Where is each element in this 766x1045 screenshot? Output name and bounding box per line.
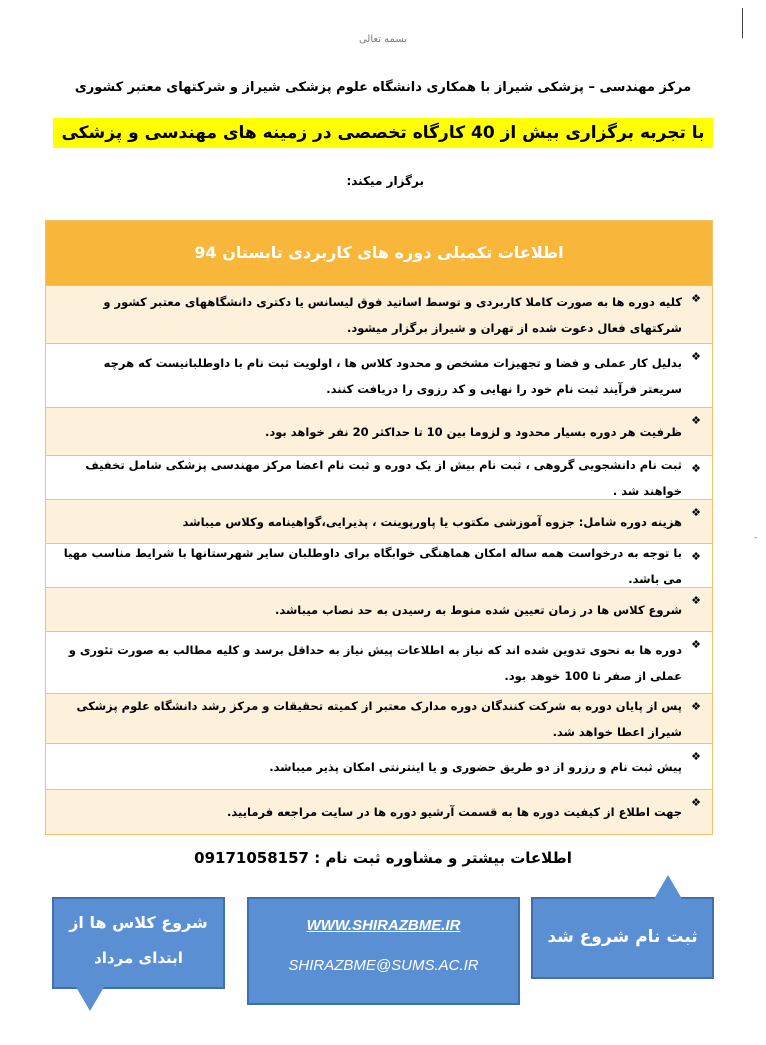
contact-phone[interactable]: 09171058157 [194, 849, 309, 867]
row-text: جهت اطلاع از کیفیت دوره ها به قسمت آرشیو دوره ها در سایت مراجعه فرمایید. [227, 805, 682, 819]
bullet-icon: ❖ [691, 292, 701, 305]
row-text: کلیه دوره ها به صورت کاملا کاربردی و توسط اساتید فوق لیسانس یا دکتری دانشگاههای معتبر کشور و شرکتهای فعال دعوت شده از تهران و شیراز برگزار میشود. [103, 294, 682, 335]
side-dash-mark: - [754, 533, 758, 543]
bullet-icon: ❖ [691, 462, 701, 475]
table-row [46, 408, 712, 456]
table-row [46, 694, 712, 744]
email-link[interactable]: SHIRAZBME@SUMS.AC.IR [288, 957, 479, 974]
table-row [46, 456, 712, 500]
bullet-icon: ❖ [691, 506, 701, 519]
info-table [45, 220, 713, 835]
table-row [46, 744, 712, 790]
registration-callout [531, 897, 714, 979]
class-start-line1: شروع کلاس ها از [69, 913, 208, 932]
row-text: ثبت نام دانشجویی گروهی ، ثبت نام بیش از یک دوره و ثبت نام اعضا مرکز مهندسی پزشکی شامل تخفیف خواهند شد . [85, 457, 682, 498]
experience-highlight: با تجربه برگزاری بیش از 40 کارگاه تخصصی در زمینه های مهندسی و پزشکی [53, 118, 712, 148]
bullet-icon: ❖ [691, 350, 701, 363]
registration-started-label: ثبت نام شروع شد [547, 927, 698, 947]
row-text: ظرفیت هر دوره بسیار محدود و لزوما بین 10 تا حداکثر 20 نفر خواهد بود. [264, 424, 682, 439]
bullet-icon: ❖ [691, 750, 701, 763]
website-link[interactable]: WWW.SHIRAZBME.IR [306, 917, 461, 934]
table-row [46, 344, 712, 408]
callout-tail [654, 875, 682, 899]
row-text: هزینه دوره شامل: جزوه آموزشی مکتوب یا پاورپوینت ، پذیرایی،گواهینامه وکلاس میباشد [182, 514, 682, 529]
table-row [46, 544, 712, 588]
bullet-icon: ❖ [691, 638, 701, 651]
bullet-icon: ❖ [691, 700, 701, 713]
callout-tail [76, 987, 104, 1011]
contact-label: اطلاعات بیشتر و مشاوره ثبت نام : [314, 849, 572, 867]
row-text: شروع کلاس ها در زمان تعیین شده منوط به رسیدن به حد نصاب میباشد. [274, 602, 682, 617]
row-text: پس از پایان دوره به شرکت کنندگان دوره مدارک معتبر از کمیته تحقیقات و مرکز رشد دانشگاه علوم پزشکی شیراز اعطا خواهد شد. [76, 698, 682, 739]
row-text: با توجه به درخواست همه ساله امکان هماهنگی خوابگاه برای داوطلبان سایر شهرستانها با شرایط مناسب مهیا می باشد. [63, 545, 682, 586]
contact-line [0, 849, 766, 867]
website-callout [247, 897, 520, 1005]
table-row [46, 500, 712, 544]
highlight-banner [0, 118, 766, 148]
row-text: بدلیل کار عملی و فضا و تجهیزات مشخص و محدود کلاس ها ، اولویت ثبت نام با داوطلبانیست که هرچه سریعتر فرآیند ثبت نام خود را نهایی و کد رزوی را دریافت کنند. [103, 355, 682, 396]
bullet-icon: ❖ [691, 796, 701, 809]
table-row [46, 588, 712, 632]
table-row [46, 632, 712, 694]
organizes-label: برگزار میکند: [346, 174, 424, 188]
bullet-icon: ❖ [691, 550, 701, 563]
row-text: دوره ها به نحوی تدوین شده اند که نیاز به اطلاعات پیش نیاز به حداقل برسد و کلیه مطالب به صورت تئوری و عملی از صفر تا 100 خوهد بود. [68, 642, 682, 683]
class-start-callout [52, 897, 225, 989]
class-start-line2: ابتدای مرداد [94, 949, 183, 967]
bullet-icon: ❖ [691, 414, 701, 427]
bullet-icon: ❖ [691, 594, 701, 607]
table-row [46, 286, 712, 344]
table-row [46, 790, 712, 834]
besmeh-text: بسمه تعالی [358, 34, 408, 45]
organizer-headline: مرکز مهندسی – پزشکی شیراز با همکاری دانشگاه علوم پزشکی شیراز و شرکتهای معتبر کشوری [74, 80, 692, 95]
row-text: پیش ثبت نام و رزرو از دو طریق حضوری و یا اینترنتی امکان پذیر میباشد. [269, 759, 682, 774]
table-title: اطلاعات تکمیلی دوره های کاربردی تابستان 94 [46, 221, 712, 286]
